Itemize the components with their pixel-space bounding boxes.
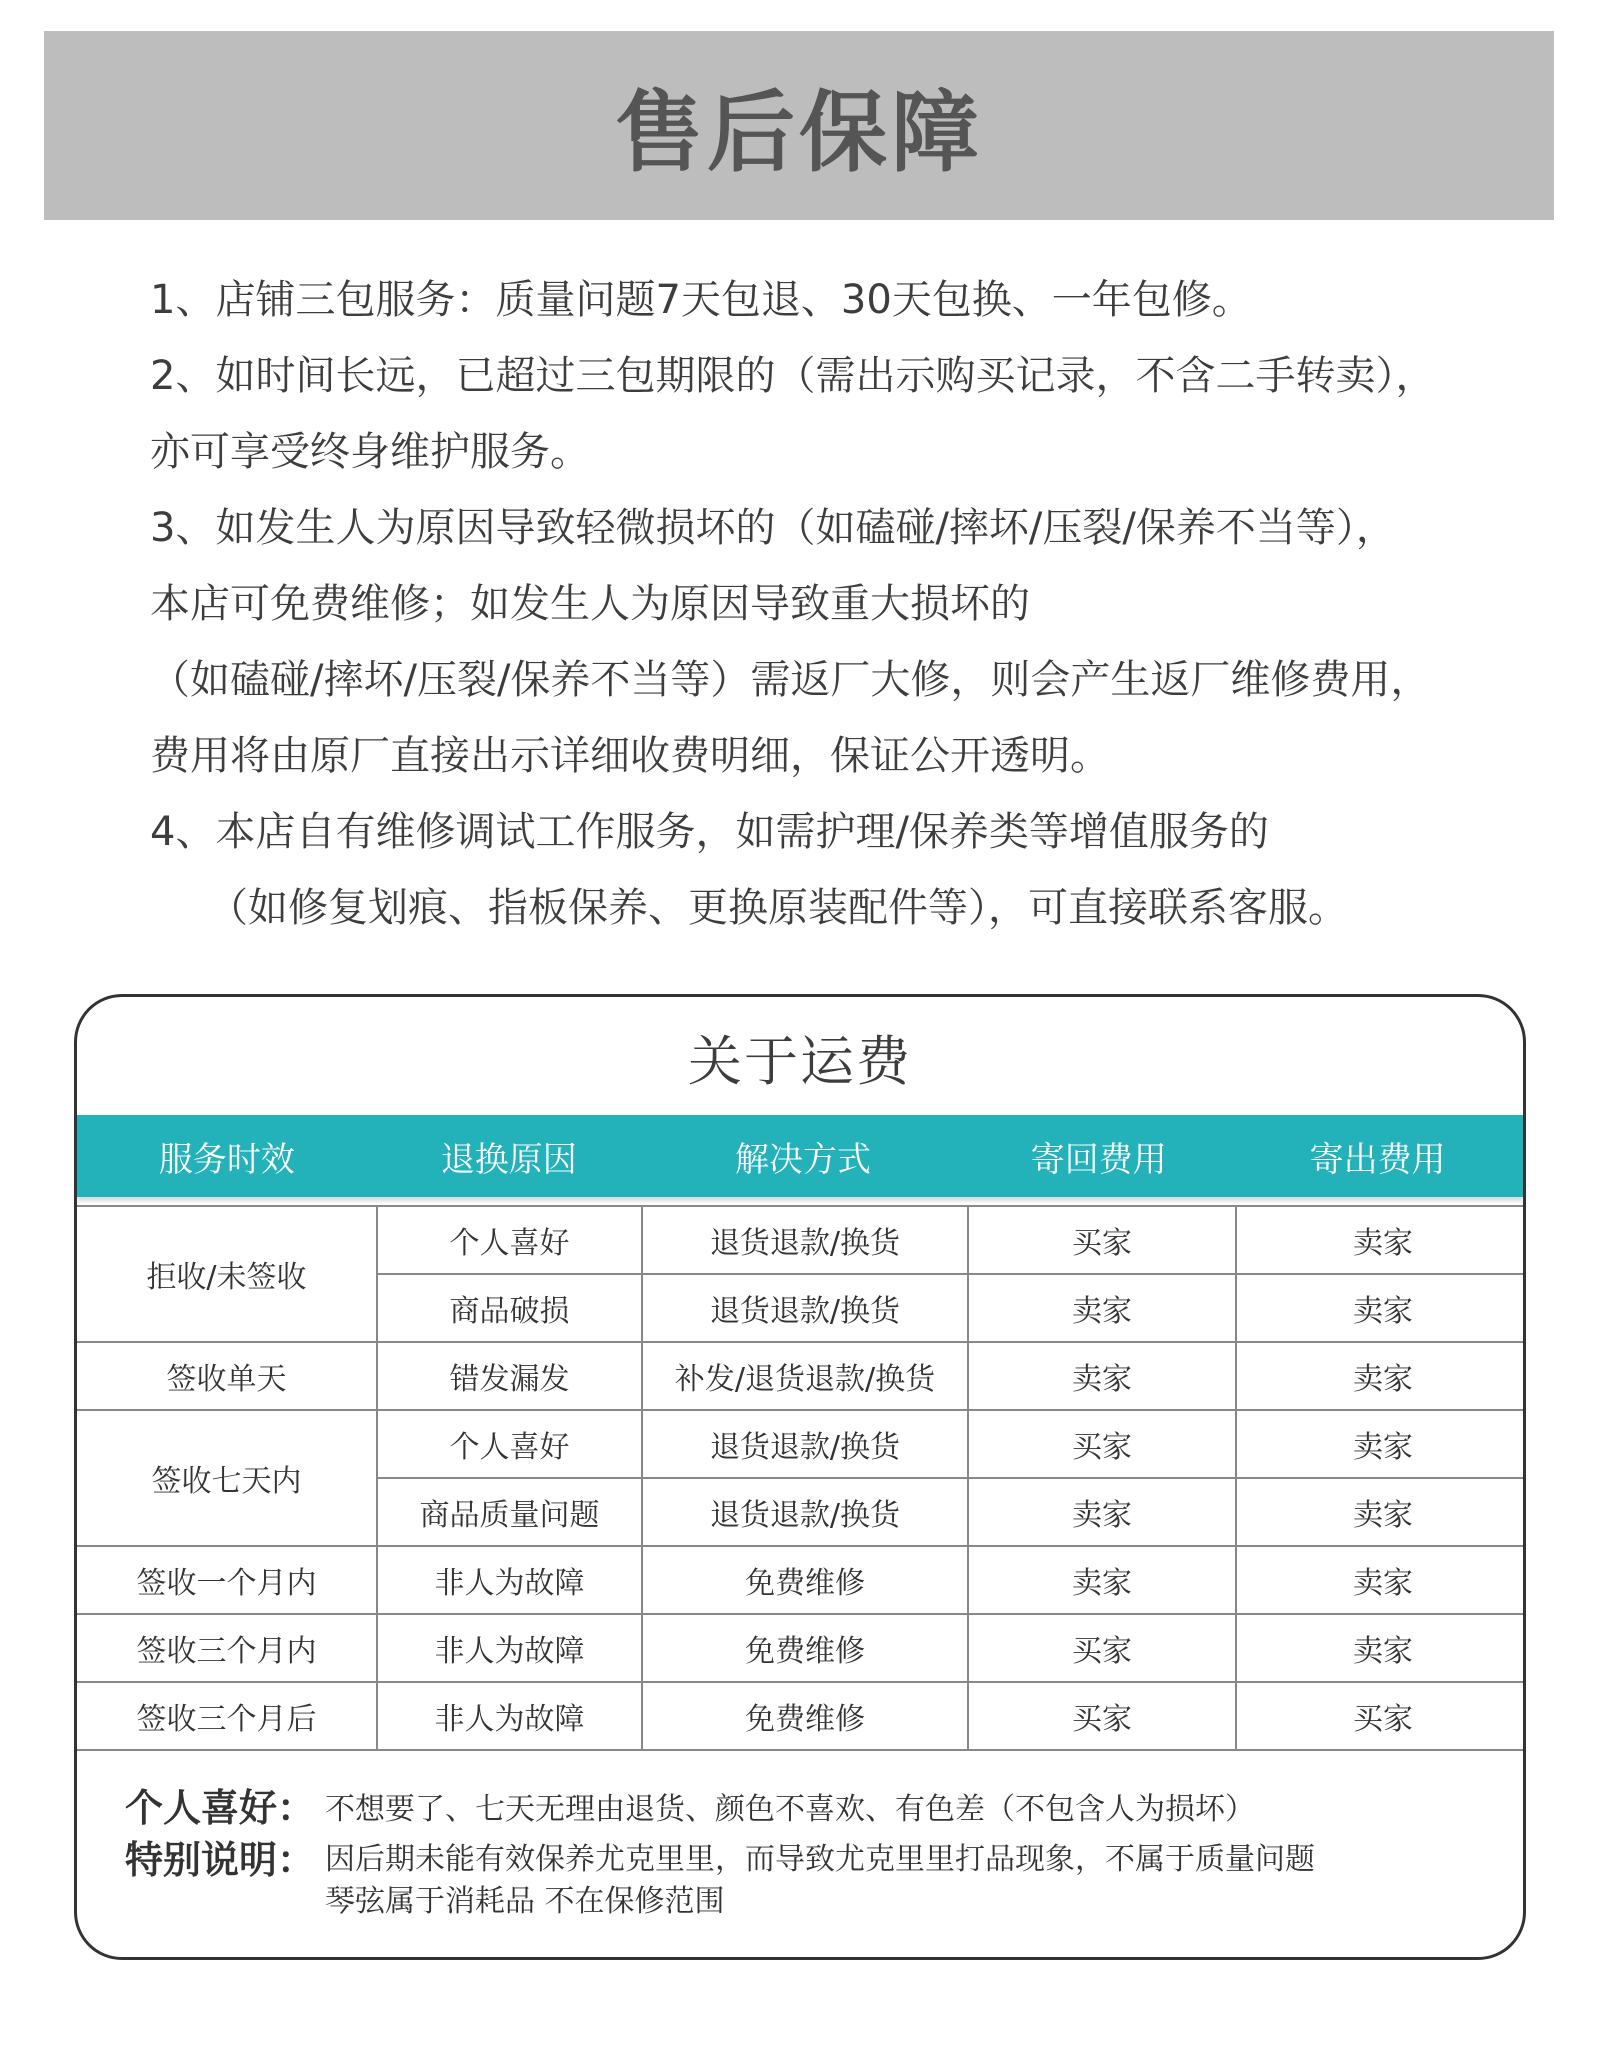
- send-fee-cell: 卖家: [1353, 1362, 1413, 1397]
- table-header: [77, 1115, 1523, 1197]
- table-group: [77, 1615, 1523, 1683]
- shipping-title: 关于运费: [688, 1029, 912, 1093]
- return-fee-cell: 买家: [969, 1615, 1237, 1681]
- solution-cell: 免费维修: [643, 1683, 969, 1749]
- note-personal: [125, 1785, 1495, 1833]
- send-fee-cell: 卖家: [1353, 1430, 1413, 1465]
- term-line: 费用将由原厂直接出示详细收费明细，保证公开透明。: [150, 733, 1110, 779]
- header-banner: [44, 31, 1554, 220]
- service-cell: 签收三个月后: [77, 1683, 378, 1749]
- solution-cell: 退货退款/换货: [643, 1207, 969, 1273]
- term-line: 2、如时间长远，已超过三包期限的（需出示购买记录，不含二手转卖），: [150, 353, 1436, 399]
- table-row: [378, 1411, 1526, 1477]
- term-line: 1、店铺三包服务：质量问题7天包退、30天包换、一年包修。: [150, 277, 1252, 323]
- reason-cell: 个人喜好: [378, 1411, 643, 1477]
- service-cell: 签收单天: [77, 1343, 378, 1409]
- solution-cell: 退货退款/换货: [643, 1411, 969, 1477]
- table-row: [378, 1547, 1526, 1613]
- table-row: [378, 1615, 1526, 1681]
- send-fee-cell: 卖家: [1353, 1634, 1413, 1669]
- term-line: 3、如发生人为原因导致轻微损坏的（如磕碰/摔坏/压裂/保养不当等），: [150, 505, 1396, 551]
- solution-cell: 免费维修: [643, 1615, 969, 1681]
- note-special: [125, 1837, 1495, 1923]
- note-text: 不想要了、七天无理由退货、颜色不喜欢、有色差（不包含人为损坏）: [325, 1792, 1255, 1827]
- table-group: [77, 1683, 1523, 1751]
- table-row: [378, 1207, 1526, 1273]
- term-line: 亦可享受终身维护服务。: [150, 429, 590, 475]
- return-fee-cell: 卖家: [969, 1343, 1237, 1409]
- reason-cell: 非人为故障: [378, 1547, 643, 1613]
- reason-cell: 非人为故障: [378, 1683, 643, 1749]
- send-fee-cell: 卖家: [1353, 1294, 1413, 1329]
- solution-cell: 退货退款/换货: [643, 1479, 969, 1545]
- return-fee-cell: 卖家: [969, 1275, 1237, 1341]
- service-cell: 签收一个月内: [77, 1547, 378, 1613]
- shipping-fee-card: [74, 994, 1526, 1960]
- reason-cell: 个人喜好: [378, 1207, 643, 1273]
- warranty-terms: [150, 262, 1530, 946]
- service-cell: 拒收/未签收: [77, 1207, 378, 1341]
- solution-cell: 退货退款/换货: [643, 1275, 969, 1341]
- service-cell: 签收七天内: [77, 1411, 378, 1545]
- table-group: [77, 1207, 1523, 1343]
- term-line: 本店可免费维修；如发生人为原因导致重大损坏的: [150, 581, 1030, 627]
- reason-cell: 商品质量问题: [378, 1479, 643, 1545]
- return-fee-cell: 买家: [969, 1683, 1237, 1749]
- table-group: [77, 1547, 1523, 1615]
- reason-cell: 错发漏发: [378, 1343, 643, 1409]
- return-fee-cell: 买家: [969, 1411, 1237, 1477]
- reason-cell: 商品破损: [378, 1275, 643, 1341]
- header-return-fee: 寄回费用: [1030, 1139, 1167, 1180]
- send-fee-cell: 卖家: [1353, 1226, 1413, 1261]
- term-line: 4、本店自有维修调试工作服务，如需护理/保养类等增值服务的: [150, 809, 1269, 855]
- term-line: （如磕碰/摔坏/压裂/保养不当等）需返厂大修，则会产生返厂维修费用，: [150, 657, 1431, 703]
- note-text: 因后期未能有效保养尤克里里，而导致尤克里里打品现象，不属于质量问题: [325, 1842, 1315, 1877]
- table-row: [378, 1683, 1526, 1749]
- table-row: [378, 1273, 1526, 1341]
- page-title: 售后保障: [614, 80, 983, 184]
- table-group: [77, 1343, 1523, 1411]
- send-fee-cell: 买家: [1353, 1702, 1413, 1737]
- send-fee-cell: 卖家: [1353, 1498, 1413, 1533]
- return-fee-cell: 卖家: [969, 1547, 1237, 1613]
- table-row: [378, 1477, 1526, 1545]
- header-solution: 解决方式: [734, 1139, 871, 1180]
- reason-cell: 非人为故障: [378, 1615, 643, 1681]
- send-fee-cell: 卖家: [1353, 1566, 1413, 1601]
- header-service: 服务时效: [158, 1139, 295, 1180]
- table-row: [378, 1343, 1526, 1409]
- return-fee-cell: 卖家: [969, 1479, 1237, 1545]
- table-group: [77, 1411, 1523, 1547]
- solution-cell: 补发/退货退款/换货: [643, 1343, 969, 1409]
- header-send-fee: 寄出费用: [1309, 1139, 1446, 1180]
- return-fee-cell: 买家: [969, 1207, 1237, 1273]
- term-line: （如修复划痕、指板保养、更换原装配件等），可直接联系客服。: [208, 885, 1348, 931]
- solution-cell: 免费维修: [643, 1547, 969, 1613]
- note-text: 琴弦属于消耗品 不在保修范围: [325, 1884, 725, 1919]
- shipping-notes: [125, 1785, 1495, 1927]
- note-label: 个人喜好：: [125, 1786, 316, 1830]
- note-label: 特别说明：: [125, 1838, 316, 1882]
- service-cell: 签收三个月内: [77, 1615, 378, 1681]
- table-body: [77, 1205, 1523, 1751]
- header-reason: 退换原因: [440, 1139, 577, 1180]
